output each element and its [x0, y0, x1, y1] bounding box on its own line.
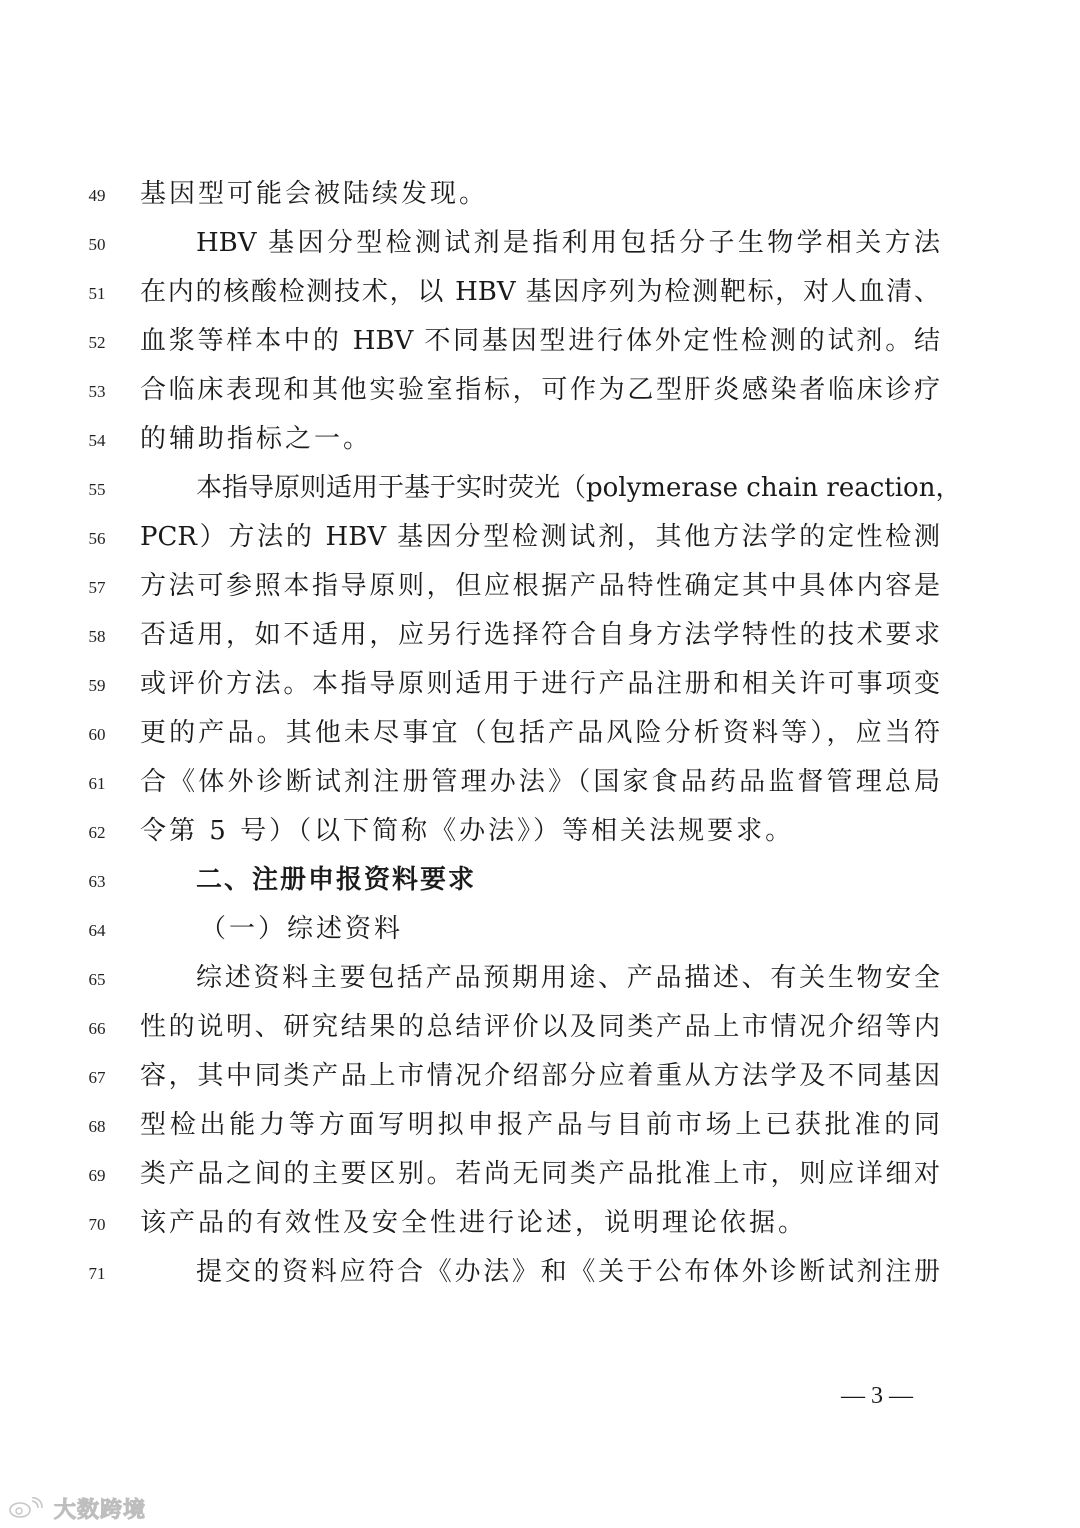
line-text: 更的产品。其他未尽事宜（包括产品风险分析资料等），应当符 [140, 718, 940, 748]
line-number: 68 [88, 1117, 106, 1136]
line-text: 型检出能力等方面写明拟申报产品与目前市场上已获批准的同 [140, 1110, 940, 1140]
line-number: 64 [88, 921, 106, 940]
text-line [0, 1101, 1080, 1150]
text-line [0, 219, 1080, 268]
line-text: PCR）方法的 HBV 基因分型检测试剂，其他方法学的定性检测 [140, 522, 940, 552]
line-text: 令第 5 号）（以下简称《办法》）等相关法规要求。 [140, 816, 795, 846]
text-line [0, 954, 1080, 1003]
line-text: 或评价方法。本指导原则适用于进行产品注册和相关许可事项变 [140, 669, 940, 699]
line-text: 合《体外诊断试剂注册管理办法》（国家食品药品监督管理总局 [140, 767, 940, 797]
line-text: 血浆等样本中的 HBV 不同基因型进行体外定性检测的试剂。结 [140, 326, 940, 356]
line-number: 62 [88, 823, 106, 842]
text-line [0, 660, 1080, 709]
line-number: 71 [88, 1264, 106, 1283]
line-text: 合临床表现和其他实验室指标，可作为乙型肝炎感染者临床诊疗 [140, 375, 940, 405]
line-number: 59 [88, 676, 106, 695]
line-text: 本指导原则适用于基于实时荧光（polymerase chain reaction， [196, 473, 962, 503]
section-heading [0, 856, 1080, 905]
line-number: 56 [88, 529, 106, 548]
line-number: 49 [88, 186, 106, 205]
text-line [0, 611, 1080, 660]
line-text: 提交的资料应符合《办法》和《关于公布体外诊断试剂注册 [196, 1257, 940, 1287]
text-line [0, 758, 1080, 807]
text-line [0, 317, 1080, 366]
line-number: 67 [88, 1068, 106, 1087]
text-line [0, 1003, 1080, 1052]
line-text: 方法可参照本指导原则，但应根据产品特性确定其中具体内容是 [140, 571, 940, 601]
line-number: 57 [88, 578, 106, 597]
weibo-logo-icon [8, 1497, 48, 1519]
page-number: — 3 — [841, 1383, 913, 1409]
line-number: 50 [88, 235, 106, 254]
text-line [0, 415, 1080, 464]
line-text: 类产品之间的主要区别。若尚无同类产品批准上市，则应详细对 [140, 1159, 940, 1189]
line-text: 的辅助指标之一。 [140, 424, 373, 454]
line-number: 53 [88, 382, 106, 401]
line-text: 该产品的有效性及安全性进行论述，说明理论依据。 [140, 1208, 808, 1238]
text-line [0, 1150, 1080, 1199]
line-text: 综述资料主要包括产品预期用途、产品描述、有关生物安全 [196, 963, 940, 993]
line-number: 66 [88, 1019, 106, 1038]
watermark [8, 1494, 146, 1522]
text-line [0, 464, 1080, 513]
text-line [0, 1199, 1080, 1248]
text-line [0, 170, 1080, 219]
line-text: 基因型可能会被陆续发现。 [140, 179, 489, 209]
line-number: 52 [88, 333, 106, 352]
line-number: 63 [88, 872, 106, 891]
text-line [0, 268, 1080, 317]
text-line [0, 807, 1080, 856]
line-number: 55 [88, 480, 106, 499]
subheading-text: （一）综述资料 [200, 914, 404, 944]
line-number: 65 [88, 970, 106, 989]
line-number: 51 [88, 284, 106, 303]
line-text: 在内的核酸检测技术，以 HBV 基因序列为检测靶标，对人血清、 [140, 277, 940, 307]
line-text: 否适用，如不适用，应另行选择符合自身方法学特性的技术要求 [140, 620, 940, 650]
subsection-heading [0, 905, 1080, 954]
heading-text: 二、注册申报资料要求 [196, 865, 477, 895]
watermark-text: 大数跨境 [54, 1497, 147, 1523]
text-line [0, 513, 1080, 562]
text-line [0, 366, 1080, 415]
line-number: 54 [88, 431, 106, 450]
text-line [0, 1248, 1080, 1297]
line-text: HBV 基因分型检测试剂是指利用包括分子生物学相关方法 [196, 228, 940, 258]
line-number: 60 [88, 725, 106, 744]
text-line [0, 709, 1080, 758]
line-text: 容，其中同类产品上市情况介绍部分应着重从方法学及不同基因 [140, 1061, 940, 1091]
line-text: 性的说明、研究结果的总结评价以及同类产品上市情况介绍等内 [140, 1012, 940, 1042]
line-number: 61 [88, 774, 106, 793]
line-number: 69 [88, 1166, 106, 1185]
text-line [0, 1052, 1080, 1101]
line-number: 58 [88, 627, 106, 646]
text-line [0, 562, 1080, 611]
line-number: 70 [88, 1215, 106, 1234]
